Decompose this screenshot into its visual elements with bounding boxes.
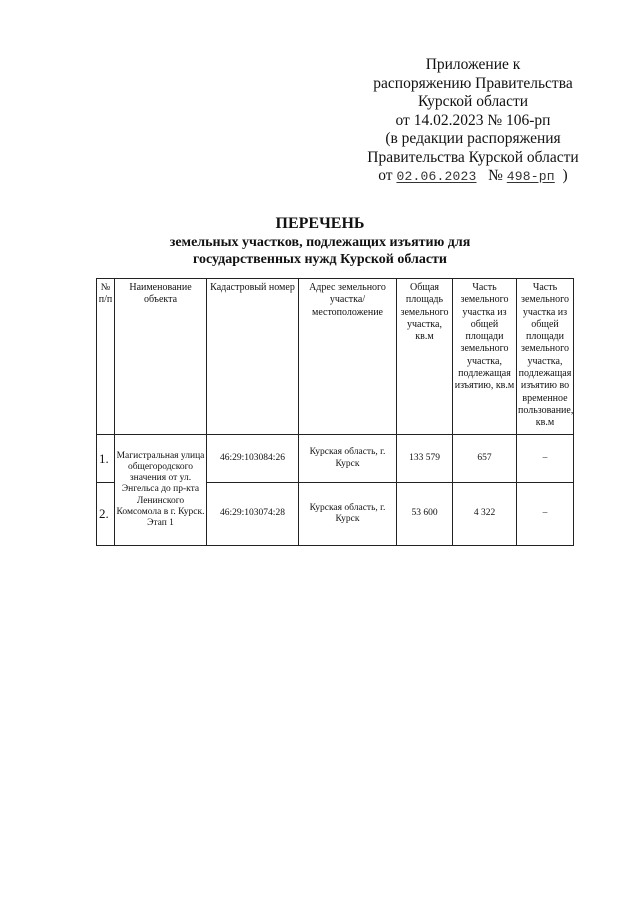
seized-area-cell: 657	[453, 435, 517, 483]
header-seized-area: Часть земельного участка из общей площади земельного участка, подлежащая изъятию, кв.м	[453, 279, 517, 435]
header-number: № п/п	[97, 279, 115, 435]
seized-area-cell: 4 322	[453, 483, 517, 546]
total-area-cell: 133 579	[397, 435, 453, 483]
appendix-line: Курской области	[417, 93, 529, 110]
header-temporary-area: Часть земельного участка из общей площади земельного участка, подлежащая изъятию во временное пользование, кв.м	[517, 279, 574, 435]
header-address: Адрес земельного участка/ местоположение	[299, 279, 397, 435]
number-label: №	[488, 167, 503, 184]
from-label: от	[378, 167, 393, 184]
appendix-line: (в редакции распоряжения	[385, 130, 561, 147]
table-header-row	[97, 279, 574, 435]
appendix-line: Правительства Курской области	[367, 148, 579, 166]
appendix-line: от 14.02.2023 № 106-рп	[395, 111, 551, 129]
cadastral-number-cell: 46:29:103084:26	[207, 435, 299, 483]
title-subline: земельных участков, подлежащих изъятию для	[169, 235, 471, 250]
document-title	[0, 214, 640, 268]
temporary-area-cell: –	[517, 435, 574, 483]
amendment-date: 02.06.2023	[396, 169, 477, 184]
appendix-line: распоряжению Правительства	[373, 74, 573, 92]
appendix-note	[360, 56, 586, 187]
address-cell: Курская область, г. Курск	[299, 435, 397, 483]
row-number: 2.	[97, 483, 115, 546]
object-name-cell: Магистральная улица общегородского значения от ул. Энгельса до пр-кта Ленинского Комсомола в г. Курск. Этап 1	[115, 435, 207, 546]
header-object-name: Наименование объекта	[115, 279, 207, 435]
appendix-line: Приложение к	[425, 56, 521, 73]
title-heading: ПЕРЕЧЕНЬ	[275, 215, 365, 232]
title-subline: государственных нужд Курской области	[193, 252, 447, 267]
closing-paren: )	[562, 167, 568, 184]
header-cadastral-number: Кадастровый номер	[207, 279, 299, 435]
address-cell: Курская область, г. Курск	[299, 483, 397, 546]
land-plots-table	[96, 278, 574, 546]
total-area-cell: 53 600	[397, 483, 453, 546]
row-number: 1.	[97, 435, 115, 483]
amendment-number: 498-рп	[506, 169, 555, 184]
table-row	[97, 435, 574, 483]
temporary-area-cell: –	[517, 483, 574, 546]
header-total-area: Общая площадь земельного участка, кв.м	[397, 279, 453, 435]
cadastral-number-cell: 46:29:103074:28	[207, 483, 299, 546]
amendment-reference	[360, 167, 586, 187]
